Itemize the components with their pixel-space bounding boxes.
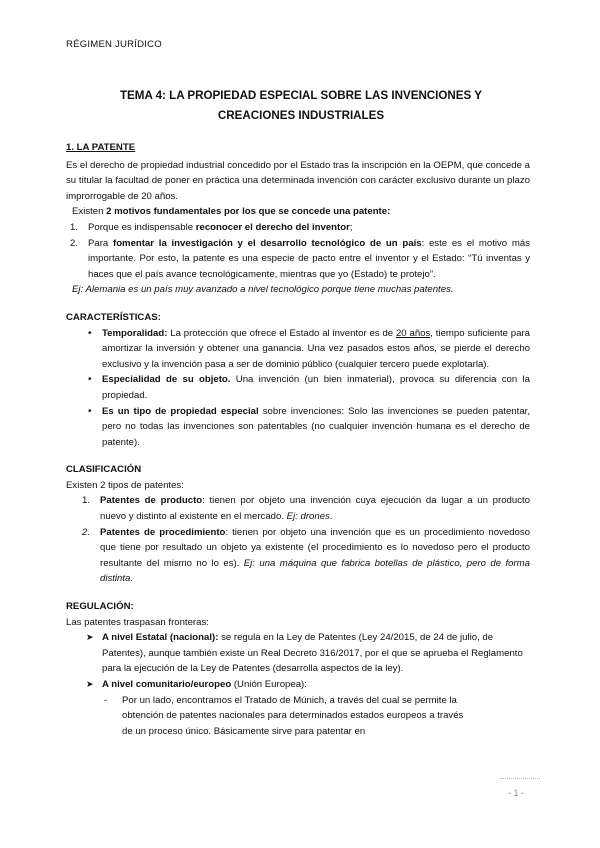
example-note: Ej: Alemania es un país muy avanzado a nivel tecnológico porque tiene muchas patentes. — [72, 284, 454, 296]
title-line-1: TEMA 4: LA PROPIEDAD ESPECIAL SOBRE LAS INVENCIONES Y — [119, 89, 483, 102]
document-title — [66, 86, 536, 126]
definition-paragraph: Es el derecho de propiedad industrial concedido por el Estado tras la inscripción en la OEPM, que concede a su titular la facultad de poner en práctica una determinada invención con carácter exclusivo durante un plazo improrrogable de 20 años. — [66, 159, 530, 202]
list-item: 1. Patentes de producto: tienen por objeto una invención cuya ejecución da lugar a un producto nuevo y distinto al existente en el mercado. Ej: drones. — [82, 495, 530, 523]
section-clasificacion — [66, 462, 530, 587]
page-number: - 1 - — [508, 788, 525, 798]
bullet-icon: • — [88, 374, 92, 386]
list-item: • Temporalidad: La protección que ofrece el Estado al inventor es de 20 años, tiempo suficiente para amortizar la inversión y obtener una ganancia. Una vez pasados estos años, se pierde el derecho exclusivo y la invención pasa a ser de dominio público (cualquier tercero puede explotarla). — [88, 327, 531, 370]
list-item: 2. Para fomentar la investigación y el desarrollo tecnológico de un país: este es el motivo más importante. Por esto, la patente es una especie de pacto entre el inventor y el Estado: “Tú inventas y haces que el país avance tecnológicamente, mientras que yo (Estado) te protejo”. — [70, 237, 530, 280]
list-item: ➤ A nivel Estatal (nacional): se regula en la Ley de Patentes (Ley 24/2015, de 24 de julio, de Patentes), aunque también existe un Real Decreto 316/2017, por el que se aprueba el Reglamento para la ejecución de la Ley de Patentes (desarrolla aspectos de la ley). — [86, 632, 523, 675]
section-patente — [66, 140, 530, 298]
title-line-2: CREACIONES INDUSTRIALES — [217, 109, 385, 122]
footer-divider — [500, 778, 540, 779]
arrow-bullet-icon: ➤ — [86, 632, 94, 643]
document-body — [66, 140, 530, 739]
sub-list-item: - Por un lado, encontramos el Tratado de Múnich, a través del cual se permite la obtención de patentes nacionales para determinados estados europeos a través de un proceso único. Básicamente sirve para patentar en — [104, 694, 464, 737]
section-heading: CARACTERÍSTICAS: — [66, 311, 161, 323]
section-heading: REGULACIÓN: — [66, 601, 134, 613]
regulation-intro: Las patentes traspasan fronteras: — [66, 616, 209, 628]
section-caracteristicas — [66, 310, 530, 450]
list-item: 1. Porque es indispensable reconocer el derecho del inventor; — [70, 221, 353, 233]
section-regulacion — [66, 599, 530, 739]
list-item: 2. Patentes de procedimiento: tienen por objeto una invención que es un procedimiento novedoso que tiene por resultado un objeto ya existente (el procedimiento es lo novedoso pero el producto resultante del mismo no lo es). Ej: una máquina que fabrica botellas de plástico, pero de forma distinta. — [82, 526, 530, 585]
list-item: • Especialidad de su objeto. Una invención (un bien inmaterial), provoca su diferencia con la propiedad. — [88, 374, 531, 401]
classification-list — [66, 493, 530, 587]
running-header: RÉGIMEN JURÍDICO — [66, 39, 162, 50]
bullet-icon: • — [88, 327, 92, 339]
arrow-bullet-icon: ➤ — [86, 679, 94, 689]
regulation-list — [66, 630, 530, 692]
bullet-icon: • — [88, 405, 92, 417]
list-item: ➤ A nivel comunitario/europeo (Unión Europea): — [66, 677, 530, 693]
classification-intro: Existen 2 tipos de patentes: — [66, 479, 184, 491]
list-item: • Es un tipo de propiedad especial sobre invenciones: Solo las invenciones se pueden patentar, pero no todas las invenciones son patentables (no cualquier invención humana es el derecho de patente). — [88, 405, 530, 448]
section-heading: 1. LA PATENTE — [66, 142, 136, 153]
section-heading: CLASIFICACIÓN — [66, 464, 142, 476]
characteristics-list — [66, 326, 530, 451]
motives-list — [66, 220, 530, 282]
motives-intro: Existen 2 motivos fundamentales por los que se concede una patente: — [72, 206, 391, 218]
